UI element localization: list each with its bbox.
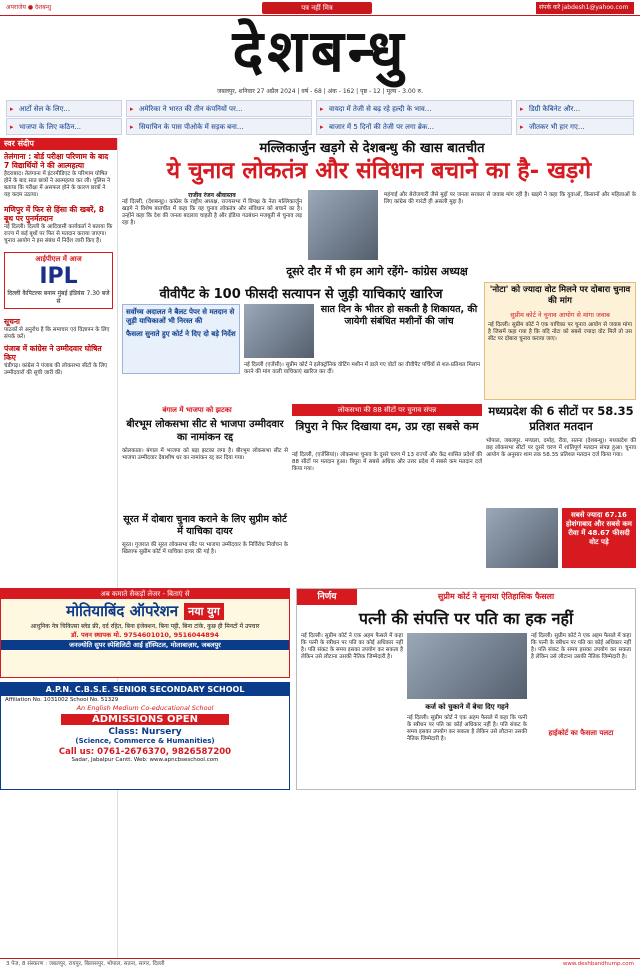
- nota-headline[interactable]: 'नोटा' को ज्यादा वोट मिलने पर दोबारा चुनाव की मांग: [489, 285, 631, 306]
- left-story-4: चंडीगढ़। कांग्रेस ने पंजाब की लोकसभा सीटों के लिए उम्मीदवारों की सूची जारी की।: [4, 363, 108, 376]
- footer-website[interactable]: www.deshbandhump.com: [562, 961, 634, 967]
- ad1-contact: डॉ. पवन स्थापक मो. 9754601010, 9516044894: [71, 631, 219, 639]
- tripura-story: नई दिल्ली, (एजेंसियां)। लोकसभा चुनाव के दूसरे चरण में 13 राज्यों और केंद्र शासित प्रदेशों की 88 सीटों पर मतदान हुआ। त्रिपुरा में सबसे अधिक और उत्तर प्रदेश में सबसे कम मतदान दर्ज किया गया।: [292, 452, 482, 472]
- ad2-title: A.P.N. C.B.S.E. SENIOR SECONDARY SCHOOL: [1, 683, 289, 696]
- teaser-2[interactable]: ▸ अमेरिका ने भारत की तीन कंपनियों पर...: [126, 100, 312, 117]
- teaser-4[interactable]: ▸ डिग्री कैबिनेट और...: [516, 100, 634, 117]
- vvpat-headline[interactable]: वीवीपैट के 100 फीसदी सत्यापन से जुड़ी याचिकाएं खारिज: [159, 287, 443, 302]
- voters-photo: [486, 508, 558, 568]
- topbar-left: अपराजेय ● देशबन्धु: [6, 4, 52, 11]
- nota-story: नई दिल्ली। सुप्रीम कोर्ट ने एक याचिका पर चुनाव आयोग से जवाब मांगा है जिसमें कहा गया है कि यदि नोटा को सबसे ज्यादा वोट मिलें तो उस सीट पर दोबारा चुनाव कराया जाए।: [488, 322, 632, 342]
- ruling-section: [296, 588, 636, 790]
- nota-box: [484, 282, 636, 400]
- bengal-kicker: बंगाल में भाजपा को झटका: [162, 406, 232, 414]
- ad-school[interactable]: [0, 682, 290, 790]
- ruling-headline[interactable]: पत्नी की संपत्ति पर पति का हक नहीं: [358, 609, 574, 628]
- left-headline-4[interactable]: पंजाब में कांग्रेस ने उम्मीदवार घोषित किए: [4, 344, 102, 362]
- teaser-row: [0, 100, 640, 136]
- lead-story-text: नई दिल्ली, (देशबन्धु)। कांग्रेस के राष्ट्रीय अध्यक्ष, राज्यसभा में विपक्ष के नेता मल्लिकार्जुन खड़गे ने विशेष बातचीत में कहा कि यह चुनाव लोकतंत्र और संविधान को बचाने का है। उन्होंने कहा कि देश की जनता बदलाव चाहती है और इंडिया गठबंधन मजबूती से चुनाव लड़ रहा है।: [122, 199, 302, 226]
- ruling-sub-2: हाईकोर्ट का फैसला पलटा: [548, 729, 614, 737]
- ad1-main: मोतियाबिंद ऑपरेशन: [66, 602, 179, 620]
- ruling-sub-1: कर्ज को चुकाने में बेचा दिए गहने: [425, 703, 509, 711]
- ad2-sub: An English Medium Co-educational School: [76, 704, 214, 712]
- footer-editions: 3 पेज, 8 संस्करण : जबलपुर, रायपुर, बिलासपुर, भोपाल, सतना, सागर, दिल्ली: [6, 961, 165, 967]
- masthead-logo: देशबन्धु: [232, 17, 408, 85]
- ruling-story-2: नई दिल्ली। सुप्रीम कोर्ट ने एक अहम फैसले में कहा कि पत्नी के स्त्रीधन पर पति का कोई अधिकार नहीं है। पति संकट के समय इसका उपयोग कर सकता है लेकिन उसे लौटाना उसकी नैतिक जिम्मेदारी है।: [531, 633, 631, 660]
- teaser-5[interactable]: ▸ भाजपा के लिए कठिन...: [6, 118, 122, 135]
- left-column: [0, 138, 118, 958]
- ad2-affiliation: Affiliation No. 1031002 School No. 51329: [5, 697, 119, 703]
- surat-headline[interactable]: सूरत में दोबारा चुनाव कराने के लिए सुप्रीम कोर्ट में याचिका दायर: [123, 514, 287, 537]
- ruling-story-1: नई दिल्ली। सुप्रीम कोर्ट ने एक अहम फैसले में कहा कि पत्नी के स्त्रीधन पर पति का कोई अधिकार नहीं है। पति संकट के समय इसका उपयोग कर सकता है लेकिन उसे लौटाना उसकी नैतिक जिम्मेदारी है।: [301, 633, 403, 660]
- teaser-1[interactable]: ▸ आर्टो सेल के लिए...: [6, 100, 122, 117]
- nirnay-label: निर्णय: [297, 589, 357, 605]
- vvpat-bullet-2: फैसला सुनाते हुए कोर्ट ने दिए दो बड़े निर्देश: [126, 330, 236, 338]
- left-headline-1[interactable]: तेलंगाना : बोर्ड परीक्षा परिणाम के बाद 7 विद्यार्थियों ने की आत्महत्या: [4, 152, 109, 170]
- vvpat-story: नई दिल्ली (एजेंसी)। सुप्रीम कोर्ट ने इलेक्ट्रॉनिक वोटिंग मशीन में डाले गए वोटों का वीवीपैट पर्चियों से शत-प्रतिशत मिलान करने की मांग वाली याचिकाएं खारिज कर दीं।: [244, 362, 480, 375]
- ipl-heading: आईपीएल में आज: [35, 255, 82, 263]
- ad2-admissions: ADMISSIONS OPEN: [61, 714, 229, 725]
- ad2-call: Call us: 0761-2676370, 9826587200: [58, 747, 232, 757]
- ad1-top: अब कमाते सैकड़ों लेजर - बिताएं से: [1, 589, 289, 599]
- ipl-box: [4, 252, 113, 309]
- footer: [0, 958, 640, 969]
- left-story-1: हैदराबाद। तेलंगाना में इंटरमीडिएट के परिणाम घोषित होने के बाद सात छात्रों ने आत्महत्या कर ली। पुलिस ने बताया कि परीक्षा में असफल होने के कारण छात्रों ने यह कदम उठाया।: [4, 171, 111, 198]
- top-bar: [0, 0, 640, 16]
- left-headline-3: सूचना: [4, 317, 20, 326]
- tagline-badge: पत्र नहीं मित्र: [262, 2, 372, 14]
- lead-story-col-1: [122, 192, 302, 227]
- tripura-headline[interactable]: त्रिपुरा ने फिर दिखाया दम, उप्र रहा सबसे कम: [295, 420, 479, 433]
- mp-story: भोपाल, जबलपुर, मण्डला, दमोह, रीवा, सतना (देशबन्धु)। मध्यप्रदेश की छह लोकसभा सीटों पर दूसरे चरण में शांतिपूर्ण मतदान संपन्न हुआ। चुनाव आयोग के अनुसार शाम तक 58.35 प्रतिशत मतदान दर्ज किया गया।: [486, 438, 636, 458]
- vvpat-bullet-1: सर्वोच्च अदालत ने बैलट पेपर से मतदान से जुड़ी याचिकाओं भी निरस्त की: [126, 308, 235, 325]
- birbhum-headline[interactable]: बीरभूम लोकसभा सीट से भाजपा उम्मीदवार का नामांकन रद्द: [126, 419, 284, 443]
- teaser-7[interactable]: ▸ बाजार में 5 दिनों की तेजी पर लगा ब्रेक...: [316, 118, 512, 135]
- birbhum-story: कोलकाता। बंगाल में भाजपा को बड़ा झटका लगा है। बीरभूम लोकसभा सीट से भाजपा उम्मीदवार देबाशीष धर का नामांकन रद्द कर दिया गया।: [122, 448, 288, 461]
- ad2-class: Class: Nursery: [108, 727, 182, 737]
- nota-subhead: सुप्रीम कोर्ट ने चुनाव आयोग से मांगा जवाब: [510, 311, 610, 319]
- ruling-tag: सुप्रीम कोर्ट ने सुनाया ऐतिहासिक फैसला: [437, 592, 555, 601]
- ipl-match: दिल्ली कैपिटल्स बनाम मुंबई इंडियंस 7.30 बजे से: [7, 290, 110, 305]
- mp-highlight-box: सबसे ज्यादा 67.16 होशंगाबाद और सबसे कम रीवा में 48.67 फीसदी वोट पड़े: [562, 508, 636, 568]
- ad1-hospital: जनज्योति सुपर स्पेशिलिटी आई हॉस्पिटल, मोलाबाज़ार, जबलपुर: [1, 640, 289, 650]
- ad2-address: Sadar, Jabalpur Cantt. Web: www.apncbseschool.com: [71, 757, 219, 763]
- surat-story: सूरत। गुजरात की सूरत लोकसभा सीट पर भाजपा उम्मीदवार के निर्विरोध निर्वाचन के खिलाफ सुप्रीम कोर्ट में याचिका दायर की गई है।: [122, 542, 288, 555]
- kharge-photo: [308, 190, 378, 260]
- contact-badge[interactable]: संपर्क करें jabdesh1@yahoo.com: [536, 2, 634, 14]
- teaser-8[interactable]: ▸ जीतकर भी हार गए...: [516, 118, 634, 135]
- left-story-2: नई दिल्ली। दिल्ली के आदिवासी कार्यकर्ता ने बताया कि राज्य में कई बूथों पर फिर से मतदान कराया जाएगा। चुनाव आयोग ने इस संबंध में निर्देश जारी किए हैं।: [4, 224, 113, 244]
- ad1-line: आधुनिक नेत्र चिकित्सा ब्लेड फ्री, दर्द रहित, बिना इंजेक्शन, बिना पट्टी, बिना टांके, कुछ ही मिनटों में उपचार: [30, 623, 260, 630]
- lead-kicker: मल्लिकार्जुन खड़गे से देशबन्धु की खास बातचीत: [259, 141, 485, 156]
- ipl-logo: IPL: [39, 264, 78, 289]
- left-story-3: पाठकों से अनुरोध है कि समाचार एवं विज्ञापन के लिए संपर्क करें।: [4, 327, 110, 340]
- byline: राजीव रंजन श्रीवास्तव: [188, 192, 236, 199]
- lead-headline[interactable]: ये चुनाव लोकतंत्र और संविधान बचाने का है- खड़गे: [166, 158, 592, 184]
- left-headline-2[interactable]: मणिपुर में फिर से हिंसा की खबरें, 8 बूथ पर पुनर्मतदान: [4, 205, 104, 223]
- jewellery-photo: [407, 633, 527, 699]
- lead-subhead: दूसरे दौर में भी हम आगे रहेंगे- कांग्रेस अध्यक्ष: [286, 265, 468, 278]
- ad2-stream: (Science, Commerce & Humanities): [75, 737, 215, 745]
- ad-eye-hospital[interactable]: [0, 588, 290, 678]
- mp-headline[interactable]: मध्यप्रदेश की 6 सीटों पर 58.35 प्रतिशत मतदान: [488, 404, 634, 433]
- vvpat-bullets: [122, 304, 240, 374]
- ruling-story-3: नई दिल्ली। सुप्रीम कोर्ट ने एक अहम फैसले में कहा कि पत्नी के स्त्रीधन पर पति का कोई अधिकार नहीं है। पति संकट के समय इसका उपयोग कर सकता है लेकिन उसे लौटाना उसकी नैतिक जिम्मेदारी है।: [407, 715, 527, 742]
- lead-story-col-2: महंगाई और बेरोजगारी जैसे मुद्दों पर जनता सरकार से जवाब मांग रही है। खड़गे ने कहा कि युवाओं, किसानों और महिलाओं के लिए कांग्रेस की गारंटी ही असली मुद्दा है।: [384, 192, 636, 205]
- column-label: स्वर संदीप: [0, 138, 117, 150]
- teaser-3[interactable]: ▸ वायदा में तेजी से बढ़ रहे हल्दी के भाव...: [316, 100, 512, 117]
- court-photo: [244, 304, 314, 358]
- teaser-6[interactable]: ▸ सियाचिन के पास पीओके में सड़क बना...: [126, 118, 312, 135]
- vvpat-subhead: सात दिन के भीतर हो सकती है शिकायत, की जायेगी संबंधित मशीनों की जांच: [320, 304, 478, 327]
- ls-tag: लोकसभा की 88 सीटों पर चुनाव संपन्न: [292, 404, 482, 416]
- dateline: जबलपुर, शनिवार 27 अप्रैल 2024 | वर्ष - 68 | अंक - 162 | पृष्ठ - 12 | मूल्य - 3.00 रु.: [216, 88, 424, 95]
- ad1-tag: नया युग: [184, 603, 224, 620]
